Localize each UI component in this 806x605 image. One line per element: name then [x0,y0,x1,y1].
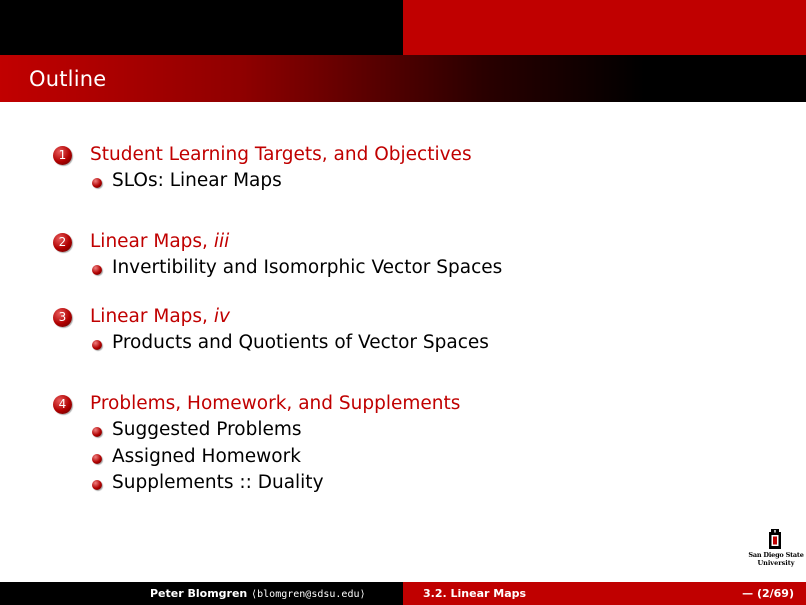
frame-title: Outline [29,67,107,91]
footer-page-number: — (2/69) [742,587,794,600]
toc-section-3[interactable] [53,306,753,359]
headline-bar-right [403,0,806,55]
headline-bar-left [0,0,403,55]
frame-title-bar [0,55,806,102]
footer-section-title: 3.2. Linear Maps [423,587,527,600]
footer-right [403,582,806,605]
section-number-ball: 3 [53,308,72,327]
footer-left [0,582,403,605]
subsection-title[interactable]: Assigned Homework [112,445,301,467]
bullet-icon [92,427,102,437]
toc-section-1[interactable] [53,144,753,197]
toc-subsection[interactable] [53,472,753,499]
bullet-icon [92,265,102,275]
section-number-ball: 2 [53,233,72,252]
toc-subsection[interactable] [53,419,753,446]
subsection-title[interactable]: Invertibility and Isomorphic Vector Spaces [112,257,503,278]
toc-subsection[interactable] [53,170,753,197]
author-name: Peter Blomgren [150,587,248,600]
logo-text-line1: San Diego State [748,551,804,559]
toc-section-2[interactable] [53,231,753,284]
section-number-ball: 1 [53,146,72,165]
toc-section-4[interactable] [53,393,753,499]
bullet-icon [92,454,102,464]
toc-subsection[interactable] [53,257,753,284]
section-number-ball: 4 [53,395,72,414]
bullet-icon [92,340,102,350]
bullet-icon [92,480,102,490]
section-title[interactable]: Linear Maps, iii [90,231,230,252]
subsection-title[interactable]: Supplements :: Duality [112,472,324,493]
sdsu-seal-icon [768,528,782,550]
section-title[interactable]: Problems, Homework, and Supplements [90,393,461,414]
section-title[interactable]: Student Learning Targets, and Objectives [90,144,472,165]
author-email: ⟨blomgren@sdsu.edu⟩ [251,589,366,600]
bullet-icon [92,178,102,188]
subsection-title[interactable]: Products and Quotients of Vector Spaces [112,332,489,353]
subsection-title[interactable]: Suggested Problems [112,419,302,440]
section-title[interactable]: Linear Maps, iv [90,306,230,327]
toc-subsection[interactable] [53,446,753,473]
university-logo [748,528,804,568]
footer-author [150,587,366,600]
subsection-title[interactable]: SLOs: Linear Maps [112,170,282,191]
logo-text-line2: University [757,559,795,567]
toc-subsection[interactable] [53,332,753,359]
